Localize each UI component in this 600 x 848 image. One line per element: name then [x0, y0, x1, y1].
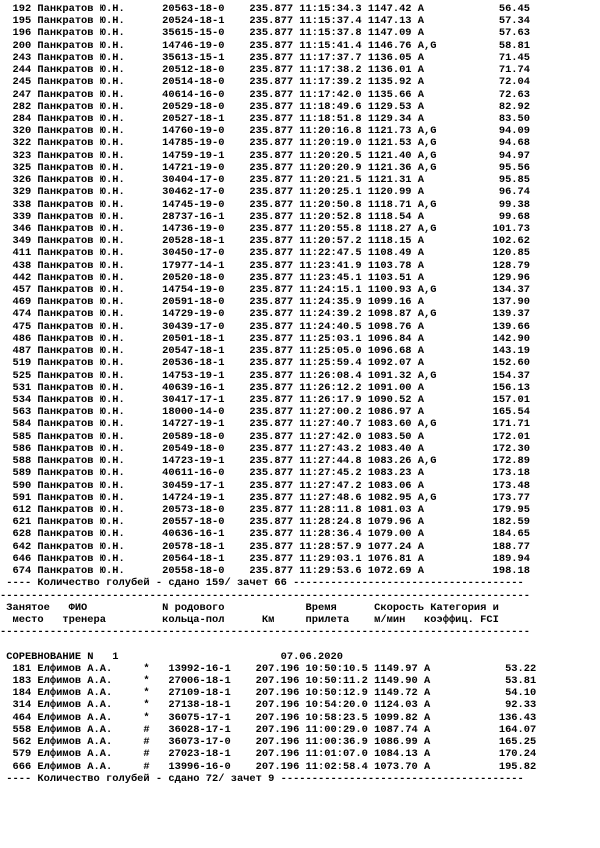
text-line: 322 Панкратов Ю.Н. 14785-19-0 235.877 11:20:19.0 1121.53 А,G 94.68 [0, 137, 531, 150]
text-line: 519 Панкратов Ю.Н. 20536-18-1 235.877 11:25:59.4 1092.07 А 152.60 [0, 357, 531, 370]
text-line: 590 Панкратов Ю.Н. 30459-17-1 235.877 11:27:47.2 1083.06 А 173.48 [0, 479, 531, 492]
text-line: 247 Панкратов Ю.Н. 40614-16-0 235.877 11:17:42.0 1135.66 А 72.63 [0, 88, 531, 101]
text-line: 329 Панкратов Ю.Н. 30462-17-0 235.877 11:20:25.1 1120.99 А 96.74 [0, 186, 531, 199]
text-line: 525 Панкратов Ю.Н. 14753-19-1 235.877 11:26:08.4 1091.32 А,G 154.37 [0, 369, 531, 382]
spacer [0, 638, 536, 650]
text-line: 563 Панкратов Ю.Н. 18000-14-0 235.877 11:27:00.2 1086.97 А 165.54 [0, 406, 531, 419]
text-line: Занятое ФИО N родового Время Скорость Категория и [0, 601, 499, 614]
text-line: 244 Панкратов Ю.Н. 20512-18-0 235.877 11:17:38.2 1136.01 А 71.74 [0, 64, 531, 77]
text-line: 181 Елфимов А.А. * 13992-16-1 207.196 10:50:10.5 1149.97 А 53.22 [0, 662, 537, 675]
text-line: 531 Панкратов Ю.Н. 40639-16-1 235.877 11:26:12.2 1091.00 А 156.13 [0, 381, 531, 394]
text-line: 320 Панкратов Ю.Н. 14760-19-0 235.877 11:20:16.8 1121.73 А,G 94.09 [0, 125, 531, 138]
text-line: 200 Панкратов Ю.Н. 14746-19-0 235.877 11:15:41.4 1146.76 А,G 58.81 [0, 39, 531, 52]
text-line: 282 Панкратов Ю.Н. 20529-18-0 235.877 11:18:49.6 1129.53 А 82.92 [0, 100, 531, 113]
text-line: 323 Панкратов Ю.Н. 14759-19-1 235.877 11:20:20.5 1121.40 А,G 94.97 [0, 149, 531, 162]
text-line: 346 Панкратов Ю.Н. 14736-19-0 235.877 11:20:55.8 1118.27 А,G 101.73 [0, 222, 531, 235]
text-line: 628 Панкратов Ю.Н. 40636-16-1 235.877 11:28:36.4 1079.00 А 184.65 [0, 528, 531, 541]
text-line: ---- Количество голубей - сдано 159/ зачет 66 ------------------------------------- [0, 577, 524, 590]
text-line: 411 Панкратов Ю.Н. 30450-17-0 235.877 11:22:47.5 1108.49 А 120.85 [0, 247, 531, 260]
text-line: 612 Панкратов Ю.Н. 20573-18-0 235.877 11:28:11.8 1081.03 А 179.95 [0, 503, 531, 516]
competition-banner: СОРЕВНОВАНИЕ N 1 07.06.2020 [0, 650, 343, 663]
text-line: 474 Панкратов Ю.Н. 14729-19-0 235.877 11:24:39.2 1098.87 А,G 139.37 [0, 308, 531, 321]
text-line: 245 Панкратов Ю.Н. 20514-18-0 235.877 11:17:39.2 1135.92 А 72.04 [0, 76, 531, 89]
text-line: 646 Панкратов Ю.Н. 20564-18-1 235.877 11:29:03.1 1076.81 А 189.94 [0, 552, 531, 565]
text-line: 642 Панкратов Ю.Н. 20578-18-1 235.877 11:28:57.9 1077.24 А 188.77 [0, 540, 531, 553]
text-line: 339 Панкратов Ю.Н. 28737-16-1 235.877 11:20:52.8 1118.54 А 99.68 [0, 210, 531, 223]
text-line: 586 Панкратов Ю.Н. 20549-18-0 235.877 11:27:43.2 1083.40 А 172.30 [0, 442, 531, 455]
text-line: 621 Панкратов Ю.Н. 20557-18-0 235.877 11:28:24.8 1079.96 А 182.59 [0, 516, 531, 529]
text-line: 585 Панкратов Ю.Н. 20589-18-0 235.877 11:27:42.0 1083.50 А 172.01 [0, 430, 531, 443]
text-line: ---- Количество голубей - сдано 72/ зачет 9 --------------------------------------- [0, 772, 524, 785]
text-line: 326 Панкратов Ю.Н. 30404-17-0 235.877 11:20:21.5 1121.31 А 95.85 [0, 174, 531, 187]
results-document [0, 3, 536, 785]
text-line: 442 Панкратов Ю.Н. 20520-18-0 235.877 11:23:45.1 1103.51 А 129.96 [0, 271, 531, 284]
text-line: 314 Елфимов А.А. * 27138-18-1 207.196 10:54:20.0 1124.03 А 92.33 [0, 699, 537, 712]
text-line: 591 Панкратов Ю.Н. 14724-19-1 235.877 11:27:48.6 1082.95 А,G 173.77 [0, 491, 531, 504]
text-line: 475 Панкратов Ю.Н. 30439-17-0 235.877 11:24:40.5 1098.76 А 139.66 [0, 320, 531, 333]
text-line: ------------------------------------------------------------------------------------- [0, 626, 531, 639]
text-line: 457 Панкратов Ю.Н. 14754-19-0 235.877 11:24:15.1 1100.93 А,G 134.37 [0, 284, 531, 297]
text-line: 534 Панкратов Ю.Н. 30417-17-1 235.877 11:26:17.9 1090.52 А 157.01 [0, 394, 531, 406]
table-header [0, 590, 536, 639]
results-part1 [0, 3, 536, 590]
text-line: 674 Панкратов Ю.Н. 20558-18-0 235.877 11:29:53.6 1072.69 А 198.18 [0, 565, 531, 578]
text-line: 562 Елфимов А.А. # 36073-17-0 207.196 11:00:36.9 1086.99 А 165.25 [0, 736, 537, 749]
text-line: 338 Панкратов Ю.Н. 14745-19-0 235.877 11:20:50.8 1118.71 А,G 99.38 [0, 198, 531, 211]
text-line: 438 Панкратов Ю.Н. 17977-14-1 235.877 11:23:41.9 1103.78 А 128.79 [0, 259, 531, 272]
text-line: 192 Панкратов Ю.Н. 20563-18-0 235.877 11:15:34.3 1147.42 А 56.45 [0, 3, 531, 15]
text-line: место тренера кольца-пол Км прилета м/мин коэффиц. FCI [0, 613, 499, 626]
text-line: 325 Панкратов Ю.Н. 14721-19-0 235.877 11:20:20.9 1121.36 А,G 95.56 [0, 161, 531, 174]
text-line: 666 Елфимов А.А. # 13996-16-0 207.196 11:02:58.4 1073.70 А 195.82 [0, 760, 537, 773]
text-line: 243 Панкратов Ю.Н. 35613-15-1 235.877 11:17:37.7 1136.05 А 71.45 [0, 51, 531, 64]
text-line: 349 Панкратов Ю.Н. 20528-18-1 235.877 11:20:57.2 1118.15 А 102.62 [0, 235, 531, 248]
text-line: 579 Елфимов А.А. # 27023-18-1 207.196 11:01:07.0 1084.13 А 170.24 [0, 748, 537, 761]
text-line: 589 Панкратов Ю.Н. 40611-16-0 235.877 11:27:45.2 1083.23 А 173.18 [0, 467, 531, 480]
text-line: 184 Елфимов А.А. * 27109-18-1 207.196 10:50:12.9 1149.72 А 54.10 [0, 687, 537, 700]
text-line: 183 Елфимов А.А. * 27006-18-1 207.196 10:50:11.2 1149.90 А 53.81 [0, 675, 537, 688]
text-line: 487 Панкратов Ю.Н. 20547-18-1 235.877 11:25:05.0 1096.68 А 143.19 [0, 345, 531, 358]
text-line: ------------------------------------------------------------------------------------- [0, 589, 531, 602]
text-line: 196 Панкратов Ю.Н. 35615-15-0 235.877 11:15:37.8 1147.09 А 57.63 [0, 27, 531, 40]
text-line: 588 Панкратов Ю.Н. 14723-19-1 235.877 11:27:44.8 1083.26 А,G 172.89 [0, 455, 531, 468]
text-line: 584 Панкратов Ю.Н. 14727-19-1 235.877 11:27:40.7 1083.60 А,G 171.71 [0, 418, 531, 431]
results-part2 [0, 663, 536, 785]
text-line: 486 Панкратов Ю.Н. 20501-18-1 235.877 11:25:03.1 1096.84 А 142.90 [0, 332, 531, 345]
text-line: 195 Панкратов Ю.Н. 20524-18-1 235.877 11:15:37.4 1147.13 А 57.34 [0, 15, 531, 28]
text-line: 284 Панкратов Ю.Н. 20527-18-1 235.877 11:18:51.8 1129.34 А 83.50 [0, 112, 531, 125]
text-line: 464 Елфимов А.А. * 36075-17-1 207.196 10:58:23.5 1099.82 А 136.43 [0, 711, 537, 724]
text-line: 558 Елфимов А.А. # 36028-17-1 207.196 11:00:29.0 1087.74 А 164.07 [0, 723, 537, 736]
text-line: 469 Панкратов Ю.Н. 20591-18-0 235.877 11:24:35.9 1099.16 А 137.90 [0, 296, 531, 309]
